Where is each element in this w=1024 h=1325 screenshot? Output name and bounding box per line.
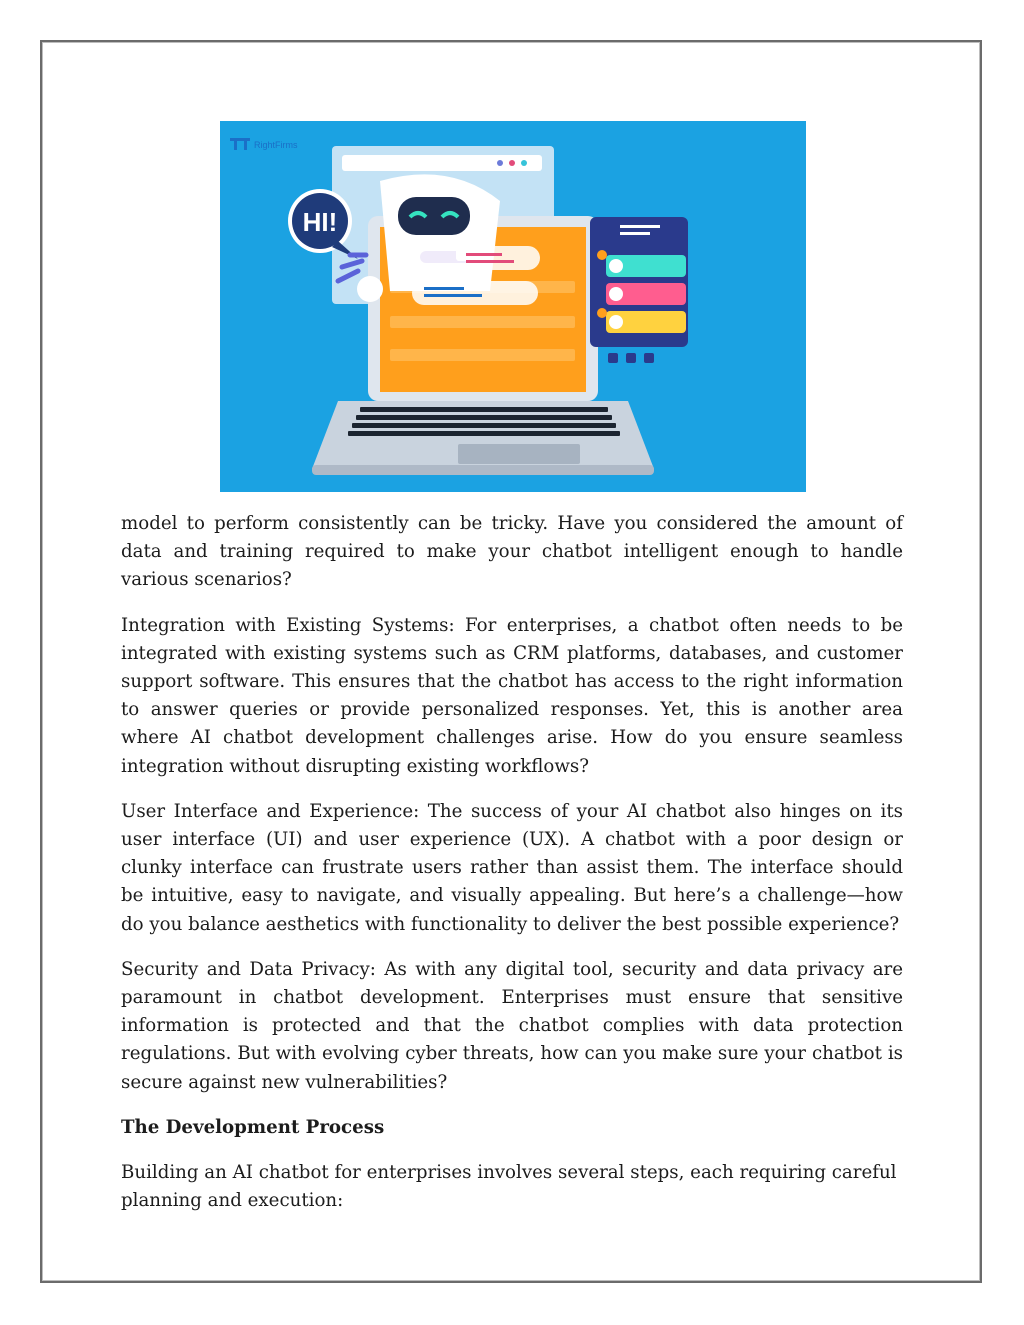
section-heading: The Development Process <box>121 1116 385 1138</box>
paragraph-ui-ux: User Interface and Experience: The success of your AI chatbot also hinges on its user interface (UI) and user experience (UX). A chatbot with a poor design or clunky interface can frustrate users rather than assist them. The interface should be intuitive, easy to navigate, and visually appealing. But here’s a challenge—how do you balance aesthetics with functionality to deliver the best possible experience? <box>121 800 903 935</box>
logo-text: RightFirms <box>254 140 298 150</box>
hi-text: HI! <box>302 207 338 237</box>
article-body <box>121 510 903 1232</box>
paragraph-building: Building an AI chatbot for enterprises involves several steps, each requiring careful planning and execution: <box>121 1162 897 1212</box>
paragraph-integration: Integration with Existing Systems: For enterprises, a chatbot often needs to be integrated with existing systems such as CRM platforms, databases, and customer support software. This ensures that the chatbot has access to the right information to answer queries or provide personalized responses. Yet, this is another area where AI chatbot development challenges arise. How do you ensure seamless integration without disrupting existing workflows? <box>121 614 903 777</box>
chatbot-illustration <box>220 121 806 492</box>
chat-panel-icon <box>590 217 688 363</box>
paragraph-training: model to perform consistently can be tricky. Have you considered the amount of data and training required to make your chatbot intelligent enough to handle various scenarios? <box>121 513 903 591</box>
paragraph-security: Security and Data Privacy: As with any digital tool, security and data privacy are paramount in chatbot development. Enterprises must ensure that sensitive information is protected and that the chatbot complies with data protection regulations. But with evolving cyber threats, how can you make sure your chatbot is secure against new vulnerabilities? <box>121 958 903 1093</box>
